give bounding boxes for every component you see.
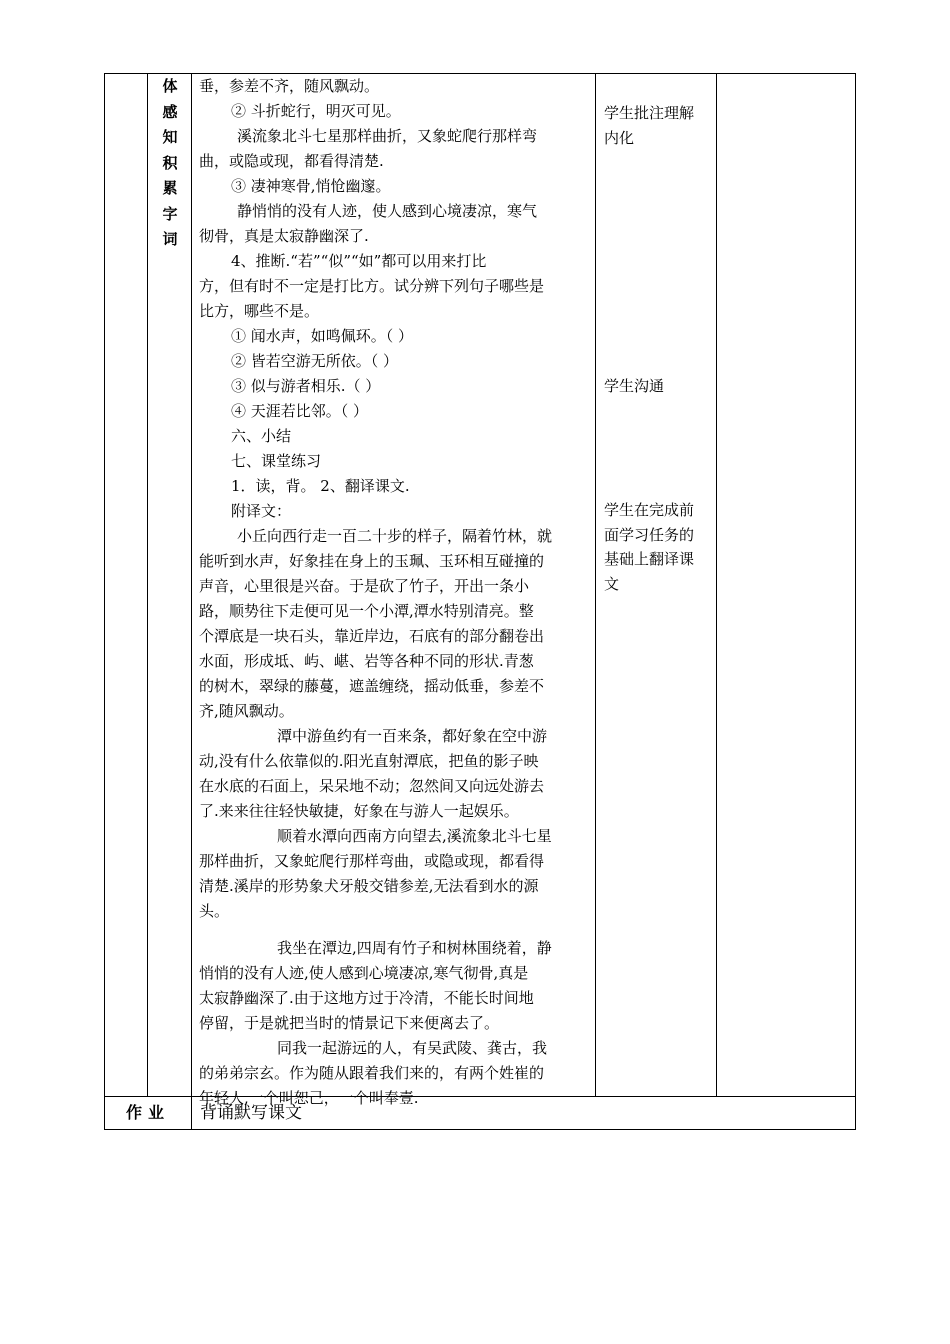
content-line: 停留，于是就把当时的情景记下来便离去了。 [199,1014,500,1032]
column-divider-3 [595,73,596,1097]
content-line: ① 闻水声，如鸣佩环。（ ） [231,327,414,345]
content-line: ② 斗折蛇行，明灭可见。 [231,102,401,120]
content-line: 静悄悄的没有人迹，使人感到心境凄凉，寒气 [237,202,538,220]
homework-text: 背诵默写课文 [200,1103,302,1123]
column-divider-1 [147,73,148,1097]
content-line: 垂，参差不齐，随风飘动。 [199,77,380,95]
content-line: 附译文： [231,502,292,520]
content-line: 溪流象北斗七星那样曲折，又象蛇爬行那样弯 [237,127,538,145]
section-label-char: 体 [162,77,178,95]
content-line: 在水底的石面上，呆呆地不动；忽然间又向远处游去 [199,777,545,795]
content-line: 彻骨，真是太寂静幽深了. [199,227,369,245]
content-line: 头。 [199,902,230,920]
content-line: 4、推断.“若”“似”“如”都可以用来打比 [231,252,487,270]
content-line: 的弟弟宗玄。作为随从跟着我们来的，有两个姓崔的 [199,1064,545,1082]
note-line: 学生批注理解 [604,104,695,122]
content-line: 那样曲折，又象蛇爬行那样弯曲，或隐或现，都看得 [199,852,545,870]
content-line: 潭中游鱼约有一百来条，都好象在空中游 [277,727,548,745]
section-label-char: 字 [162,204,178,223]
content-line: 能听到水声，好象挂在身上的玉珮、玉环相互碰撞的 [199,552,545,570]
content-line: 路，顺势往下走便可见一个小潭,潭水特别清亮。整 [199,602,534,620]
content-line: 声音，心里很是兴奋。于是砍了竹子，开出一条小 [199,577,530,595]
note-line: 学生沟通 [604,377,665,395]
section-label-char: 累 [162,179,178,197]
table-bottom-border [104,1129,856,1130]
note-line: 内化 [604,128,635,147]
content-line: ② 皆若空游无所依。（ ） [231,352,399,370]
note-line: 基础上翻译课 [604,550,695,568]
section-label-vertical [150,74,190,253]
section-label-char: 积 [162,153,178,172]
content-line: 顺着水潭向西南方向望去,溪流象北斗七星 [277,827,552,845]
content-line: 1．读，背。 2、翻译课文. [231,477,410,495]
section-label-char: 感 [162,102,178,121]
content-line: 七、课堂练习 [231,452,322,470]
student-activity-note [604,374,716,399]
content-line: 比方，哪些不是。 [199,302,320,320]
content-line: 我坐在潭边,四周有竹子和树林围绕着，静 [277,939,552,957]
table-left-border [104,73,105,1130]
content-line: 方，但有时不一定是打比方。试分辨下列句子哪些是 [199,277,545,295]
content-line: 了.来来往往轻快敏捷，好象在与游人一起娱乐。 [199,802,519,820]
content-line [199,924,589,936]
content-line: 太寂静幽深了.由于这地方过于冷清，不能长时间地 [199,989,534,1007]
content-line: 的树木，翠绿的藤蔓，遮盖缠绕，摇动低垂，参差不 [199,677,545,695]
note-line: 面学习任务的 [604,525,695,544]
note-line: 学生在完成前 [604,501,695,519]
student-activity-note [604,498,716,596]
content-line: 个潭底是一块石头，靠近岸边，石底有的部分翻卷出 [199,627,545,645]
lesson-content [199,74,589,1111]
column-divider-4 [716,73,717,1097]
content-line: 悄悄的没有人迹,使人感到心境凄凉,寒气彻骨,真是 [199,964,529,982]
column-divider-2 [191,73,192,1130]
content-line: 六、小结 [231,427,292,445]
content-line: 小丘向西行走一百二十步的样子，隔着竹林，就 [237,527,553,545]
homework-label: 作业 [125,1103,170,1122]
content-line: ④ 天涯若比邻。（ ） [231,402,369,420]
content-line: ③ 凄神寒骨,悄怆幽邃。 [231,177,391,195]
content-line: 清楚.溪岸的形势象犬牙般交错参差,无法看到水的源 [199,877,539,895]
section-label-char: 知 [162,128,178,146]
note-line: 文 [604,574,620,593]
content-line: ③ 似与游者相乐.（ ） [231,377,381,395]
content-line: 动,没有什么依靠似的.阳光直射潭底，把鱼的影子映 [199,752,539,770]
table-right-border [855,73,856,1130]
content-line: 年轻人,一个叫恕己，一个叫奉壹. [199,1089,419,1107]
content-line: 曲，或隐或现，都看得清楚. [199,152,384,170]
content-line: 水面，形成坻、屿、嵁、岩等各种不同的形状.青葱 [199,652,534,670]
student-activity-note [604,101,716,150]
section-label-char: 词 [162,230,178,248]
content-line: 齐,随风飘动。 [199,702,294,720]
content-line: 同我一起游远的人，有吴武陵、龚古，我 [277,1039,548,1057]
